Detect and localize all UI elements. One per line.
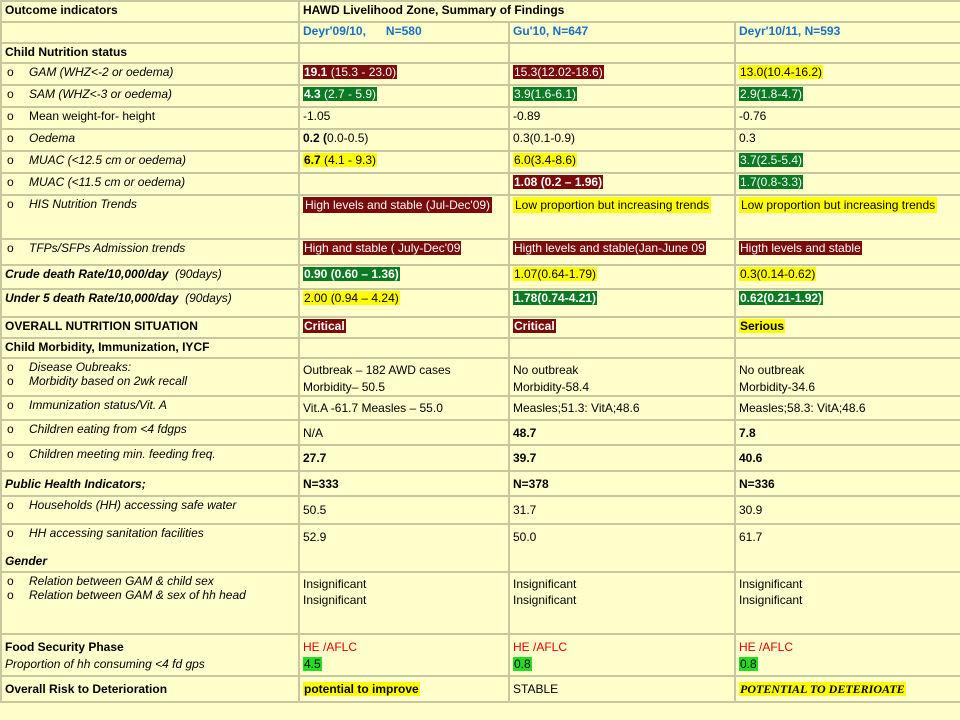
row-sanitation: o HH accessing sanitation facilities Gender 52.9 50.0 61.7 [1, 524, 960, 572]
tfp-deyr1011-value: Higth levels and stable [740, 241, 861, 255]
water-deyr0910-value: 50.5 [299, 496, 509, 524]
fdgps-deyr1011-value: 7.8 [735, 420, 960, 445]
period-header-row [1, 22, 960, 43]
gender-section-label: Gender [5, 554, 48, 568]
oedema-deyr0910-value: 0.2 (0.0-0.5) [299, 129, 509, 151]
oedema-deyr1011-value: 0.3 [735, 129, 960, 151]
gam-sex-deyr0910-value: Insignificant Insignificant [299, 572, 509, 634]
overall-deyr1011-value: Serious [740, 319, 785, 333]
row-oedema: o Oedema 0.2 (0.0-0.5) 0.3(0.1-0.9) 0.3 [1, 129, 960, 151]
his-deyr0910-value: High levels and stable (Jul-Dec'09) [305, 198, 491, 212]
disease-gu10-value: No outbreak Morbidity-58.4 [509, 358, 735, 396]
immun-gu10-value: Measles;51.3: VitA;48.6 [509, 396, 735, 420]
row-safe-water: o Households (HH) accessing safe water 50.5 31.7 30.9 [1, 496, 960, 524]
gam-gu10-value: 15.3(12.02-18.6) [514, 65, 603, 79]
section-morbidity: Child Morbidity, Immunization, IYCF [1, 338, 960, 358]
section-child-nutrition: Child Nutrition status [1, 43, 960, 63]
disease-deyr0910-value: Outbreak – 182 AWD cases Morbidity– 50.5 [299, 358, 509, 396]
fsp-deyr0910-value: HE /AFLC 4.5 [299, 634, 509, 676]
water-gu10-value: 31.7 [509, 496, 735, 524]
fdgps-deyr0910-value: N/A [299, 420, 509, 445]
immun-deyr0910-value: Vit.A -61.7 Measles – 55.0 [299, 396, 509, 420]
crude-gu10-value: 1.07(0.64-1.79) [514, 267, 597, 281]
period-deyr-0910: Deyr'09/10, N=580 [299, 22, 509, 43]
u5-deyr0910-value: 2.00 (0.94 – 4.24) [304, 291, 399, 305]
u5-gu10-value: 1.78(0.74-4.21) [514, 291, 597, 305]
sanitation-gu10-value: 50.0 [509, 524, 735, 572]
fsp-gu10-value: HE /AFLC 0.8 [509, 634, 735, 676]
row-u5-death: Under 5 death Rate/10,000/day (90days) 2.00 (0.94 – 4.24) 1.78(0.74-4.21) 0.62(0.21-1.92) [1, 289, 960, 317]
immun-deyr1011-value: Measles;58.3: VitA;48.6 [735, 396, 960, 420]
u5-deyr1011-value: 0.62(0.21-1.92) [740, 291, 823, 305]
row-food-security: Food Security Phase Proportion of hh consuming <4 fd gps HE /AFLC 4.5 HE /AFLC 0.8 HE /AFLC 0.8 [1, 634, 960, 676]
row-fdgps: o Children eating from <4 fdgps N/A 48.7 7.8 [1, 420, 960, 445]
gam-sex-deyr1011-value: Insignificant Insignificant [735, 572, 960, 634]
feeding-deyr0910-value: 27.7 [299, 445, 509, 471]
sam-deyr1011-value: 2.9(1.8-4.7) [740, 87, 803, 101]
weight-gu10-value: -0.89 [509, 107, 735, 129]
row-gam: o GAM (WHZ<-2 or oedema) 19.1 (15.3 - 23.0) 15.3(12.02-18.6) 13.0(10.4-16.2) [1, 63, 960, 85]
ph-n-deyr1011: N=336 [735, 471, 960, 496]
row-tfp-sfp: o TFPs/SFPs Admission trends High and stable ( July-Dec'09 Higth levels and stable(Jan-June 09 Higth levels and stable [1, 239, 960, 265]
water-deyr1011-value: 30.9 [735, 496, 960, 524]
sam-gu10-value: 3.9(1.6-6.1) [514, 87, 577, 101]
sanitation-deyr1011-value: 61.7 [735, 524, 960, 572]
overall-deyr0910-value: Critical [304, 319, 345, 333]
tfp-deyr0910-value: High and stable ( July-Dec'09 [304, 241, 461, 255]
weight-deyr1011-value: -0.76 [735, 107, 960, 129]
gam-sex-gu10-value: Insignificant Insignificant [509, 572, 735, 634]
muac115-deyr0910-value [299, 173, 509, 195]
row-crude-death: Crude death Rate/10,000/day (90days) 0.90 (0.60 – 1.36) 1.07(0.64-1.79) 0.3(0.14-0.62) [1, 265, 960, 289]
period-deyr-1011: Deyr'10/11, N=593 [735, 22, 960, 43]
his-gu10-value: Low proportion but increasing trends [515, 198, 710, 212]
crude-deyr0910-value: 0.90 (0.60 – 1.36) [304, 267, 399, 281]
muac115-gu10-value: 1.08 (0.2 – 1.96) [514, 175, 603, 189]
row-his-trends: o HIS Nutrition Trends High levels and stable (Jul-Dec'09) Low proportion but increasing trends Low proportion but increasing trends [1, 195, 960, 239]
sam-deyr0910-value: 4.3 (2.7 - 5.9) [304, 87, 377, 101]
weight-deyr0910-value: -1.05 [299, 107, 509, 129]
row-mean-weight: o Mean weight-for- height -1.05 -0.89 -0.76 [1, 107, 960, 129]
row-immunization: o Immunization status/Vit. A Vit.A -61.7 Measles – 55.0 Measles;51.3: VitA;48.6 Measles;58.3: VitA;48.6 [1, 396, 960, 420]
tfp-gu10-value: Higth levels and stable(Jan-June 09 [514, 241, 705, 255]
feeding-gu10-value: 39.7 [509, 445, 735, 471]
row-sam: o SAM (WHZ<-3 or oedema) 4.3 (2.7 - 5.9) 3.9(1.6-6.1) 2.9(1.8-4.7) [1, 85, 960, 107]
fdgps-gu10-value: 48.7 [509, 420, 735, 445]
muac115-deyr1011-value: 1.7(0.8-3.3) [740, 175, 803, 189]
row-public-health: Public Health Indicators; N=333 N=378 N=336 [1, 471, 960, 496]
disease-deyr1011-value: No outbreak Morbidity-34.6 [735, 358, 960, 396]
oedema-gu10-value: 0.3(0.1-0.9) [509, 129, 735, 151]
row-muac-115: o MUAC (<11.5 cm or oedema) 1.08 (0.2 – 1.96) 1.7(0.8-3.3) [1, 173, 960, 195]
row-overall-nutrition: OVERALL NUTRITION SITUATION Critical Critical Serious [1, 317, 960, 338]
period-gu-10: Gu'10, N=647 [509, 22, 735, 43]
row-disease-outbreaks: o Disease Oubreaks: o Morbidity based on 2wk recall Outbreak – 182 AWD cases Morbidity– 50.5 No outbreak Morbidity-58.4 No outbreak Morbidity-34.6 [1, 358, 960, 396]
muac125-deyr1011-value: 3.7(2.5-5.4) [740, 153, 803, 167]
risk-deyr0910-value: potential to improve [304, 682, 419, 696]
gam-deyr0910-value: 19.1 (15.3 - 23.0) [304, 65, 397, 79]
fsp-deyr1011-value: HE /AFLC 0.8 [735, 634, 960, 676]
muac125-gu10-value: 6.0(3.4-8.6) [514, 153, 577, 167]
row-feeding-freq: o Children meeting min. feeding freq. 27.7 39.7 40.6 [1, 445, 960, 471]
muac125-deyr0910-value: 6.7 (4.1 - 9.3) [304, 153, 377, 167]
crude-deyr1011-value: 0.3(0.14-0.62) [740, 267, 816, 281]
row-muac-125: o MUAC (<12.5 cm or oedema) 6.7 (4.1 - 9.3) 6.0(3.4-8.6) 3.7(2.5-5.4) [1, 151, 960, 173]
gam-deyr1011-value: 13.0(10.4-16.2) [740, 65, 823, 79]
his-deyr1011-value: Low proportion but increasing trends [741, 198, 936, 212]
header-row [1, 1, 960, 22]
sanitation-deyr0910-value: 52.9 [299, 524, 509, 572]
overall-gu10-value: Critical [514, 319, 555, 333]
ph-n-gu10: N=378 [509, 471, 735, 496]
outcome-indicators-header: Outcome indicators [1, 1, 299, 22]
risk-gu10-value: STABLE [509, 676, 735, 702]
feeding-deyr1011-value: 40.6 [735, 445, 960, 471]
row-overall-risk: Overall Risk to Deterioration potential to improve STABLE POTENTIAL TO DETERIOATE [1, 676, 960, 702]
row-gam-sex: o Relation between GAM & child sex o Relation between GAM & sex of hh head Insignificant Insignificant Insignificant Insignificant Insignificant Insignificant [1, 572, 960, 634]
ph-n-deyr0910: N=333 [299, 471, 509, 496]
table-title: HAWD Livelihood Zone, Summary of Findings [299, 1, 960, 22]
risk-deyr1011-value: POTENTIAL TO DETERIOATE [740, 682, 905, 696]
